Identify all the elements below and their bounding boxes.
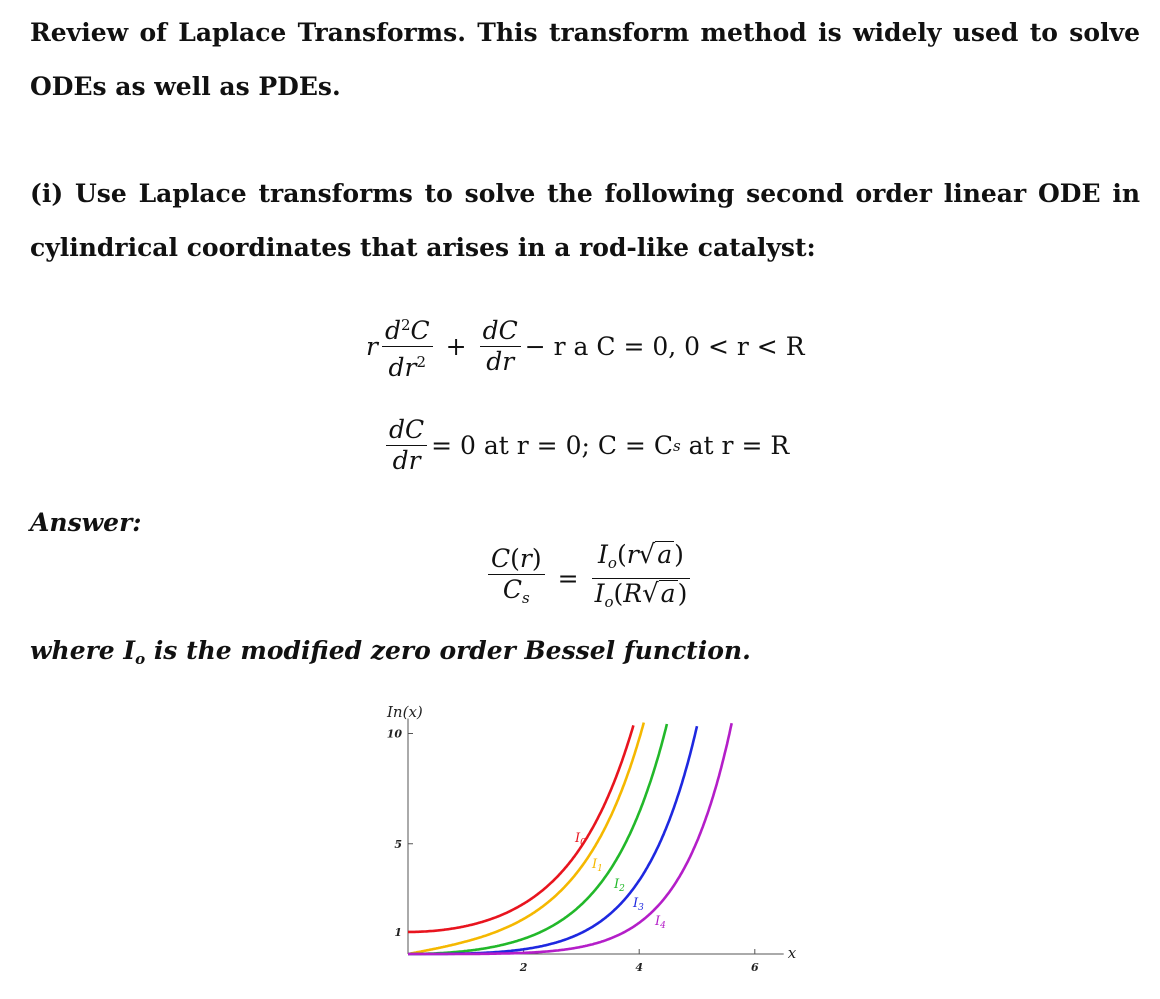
y-tick-label: 1	[394, 925, 402, 939]
answer-label: Answer:	[30, 508, 142, 537]
series-label-i1: $I_1$	[592, 857, 603, 874]
problem-text: Use Laplace transforms to solve the following second order linear ODE in cylindrical coordinates that arises in a rod-like catalyst:	[30, 179, 1140, 262]
series-label-i4: $I_4$	[655, 914, 666, 931]
series-line-i0	[408, 725, 633, 932]
answer-explanation: where $I_o$ is the modified zero order Bessel function.	[30, 636, 751, 668]
problem-paragraph	[30, 167, 1140, 275]
series-line-i4	[408, 723, 732, 954]
series-label-i0: $I_0$	[575, 831, 586, 848]
ode-rest: − r a C = 0, 0 < r < R	[524, 332, 805, 361]
intro-heading: Review of Laplace Transforms.	[30, 18, 466, 47]
series-line-i1	[408, 723, 644, 954]
intro-text: This transform method is widely used to solve ODEs as well as PDEs.	[30, 18, 1140, 101]
y-axis-label: In(x)	[387, 703, 423, 721]
bessel-chart	[370, 700, 797, 990]
x-tick-label: 2	[519, 961, 528, 974]
series-label-i2: $I_2$	[614, 877, 625, 894]
x-tick-label: 4	[635, 961, 644, 974]
bc-tail: at r = R	[688, 431, 790, 460]
y-tick-label: 10	[386, 727, 402, 741]
y-tick-label: 5	[394, 837, 402, 851]
bc-subscript: s	[672, 436, 681, 455]
series-label-i3: $I_3$	[633, 896, 644, 913]
boundary-conditions: $\frac{dC}{dr}$ = 0 at r = 0; C = C s at r = R	[382, 415, 789, 476]
x-tick-label: 6	[750, 961, 759, 974]
ode-equation: r $\frac{d^2C}{dr^2}$ + $\frac{dC}{dr}$ − r a C = 0, 0 < r < R	[366, 316, 805, 382]
x-axis-label: x	[787, 944, 797, 962]
intro-paragraph	[30, 6, 1140, 114]
answer-equation: $\frac{C(r)}{C_s}$ = $I_o(r$ √ a ) $I_o(R$ √ a )	[484, 540, 694, 617]
bc-text: = 0 at r = 0; C = C	[431, 431, 673, 460]
series-line-i3	[408, 726, 697, 954]
problem-number: (i)	[30, 179, 64, 208]
series-line-i2	[408, 724, 667, 954]
